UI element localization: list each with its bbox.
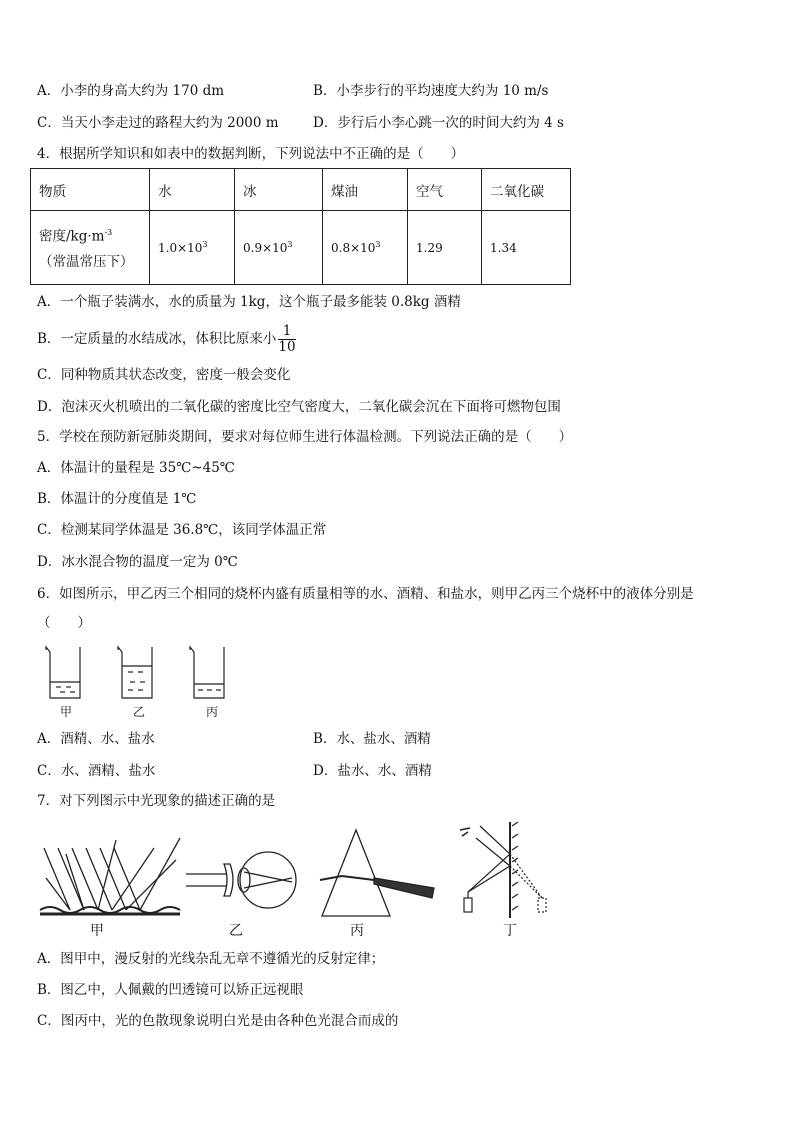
- q3-option-b: B．小李步行的平均速度大约为 10 m/s: [313, 83, 549, 99]
- q7-option-c: C．图丙中，光的色散现象说明白光是由各种色光混合而成的: [37, 1013, 399, 1029]
- fraction-denominator: 10: [278, 339, 296, 355]
- eye-lens-diagram: [186, 852, 296, 908]
- table-header-cell: 煤油: [323, 169, 408, 211]
- q5-option-b: B．体温计的分度值是 1℃: [37, 491, 197, 507]
- q7-option-b: B．图乙中，人佩戴的凹透镜可以矫正远视眼: [37, 982, 304, 998]
- light-label-yi: 乙: [229, 923, 243, 939]
- prism-diagram: [320, 830, 434, 916]
- q5-option-a: A．体温计的量程是 35℃~45℃: [37, 460, 235, 476]
- q6-stem: 6．如图所示，甲乙丙三个相同的烧杯内盛有质量相等的水、酒精、和盐水，则甲乙丙三个烧杯中的液体分别是: [37, 586, 694, 602]
- table-header-cell: 水: [150, 169, 235, 211]
- q4-option-c: C．同种物质其状态改变，密度一般会变化: [37, 367, 291, 383]
- beakers-figure: [40, 644, 240, 702]
- condition-label: （常温常压下）: [39, 254, 134, 271]
- q3-option-a: A．小李的身高大约为 170 dm: [37, 83, 225, 99]
- table-cell: 1.29: [408, 211, 482, 285]
- q3-option-c: C．当天小李走过的路程大约为 2000 m: [37, 115, 279, 131]
- q4-option-d: D．泡沫灭火机喷出的二氧化碳的密度比空气密度大，二氧化碳会沉在下面将可燃物包围: [37, 399, 561, 415]
- q6-option-c: C．水、酒精、盐水: [37, 763, 156, 779]
- diffuse-reflection-diagram: [40, 838, 180, 914]
- q5-option-d: D．冰水混合物的温度一定为 0℃: [37, 554, 238, 570]
- q6-option-d: D．盐水、水、酒精: [313, 763, 432, 779]
- light-label-ding: 丁: [503, 923, 517, 939]
- q5-stem: 5．学校在预防新冠肺炎期间，要求对每位师生进行体温检测。下列说法正确的是（ ）: [37, 429, 573, 445]
- beaker-jia: [46, 647, 80, 698]
- beaker-label-jia: 甲: [60, 705, 73, 719]
- table-cell: $1.0\times 10^3$: [150, 211, 235, 285]
- light-label-bing: 丙: [350, 923, 364, 939]
- beaker-bing: [190, 647, 224, 698]
- q7-stem: 7．对下列图示中光现象的描述正确的是: [37, 793, 276, 809]
- beaker-label-bing: 丙: [206, 705, 219, 719]
- q6-stem-continued: （ ）: [37, 615, 91, 631]
- q7-option-a: A．图甲中，漫反射的光线杂乱无章不遵循光的反射定律；: [37, 951, 385, 967]
- q4-option-b: [37, 322, 296, 356]
- q4-option-a: A．一个瓶子装满水，水的质量为 1kg，这个瓶子最多能装 0.8kg 酒精: [37, 294, 461, 310]
- q6-option-a: A．酒精、水、盐水: [37, 731, 155, 747]
- table-cell: $0.9\times 10^3$: [235, 211, 323, 285]
- table-header-cell: 冰: [235, 169, 323, 211]
- q6-option-b: B．水、盐水、酒精: [313, 731, 431, 747]
- q5-option-c: C．检测某同学体温是 36.8℃，该同学体温正常: [37, 522, 327, 538]
- light-phenomena-figure: [36, 818, 556, 940]
- fraction: [278, 324, 295, 355]
- density-unit-label: 密度/kg·m: [39, 228, 105, 245]
- light-label-jia: 甲: [90, 923, 104, 939]
- q3-option-d: D．步行后小李心跳一次的时间大约为 4 s: [313, 115, 564, 131]
- table-cell: 1.34: [482, 211, 571, 285]
- density-table: [30, 168, 571, 285]
- q4-stem: 4．根据所学知识和如表中的数据判断，下列说法中不正确的是（ ）: [37, 146, 465, 162]
- q4-option-b-text: B．一定质量的水结成冰，体积比原来小: [37, 331, 277, 347]
- table-header-cell: 二氧化碳: [482, 169, 571, 211]
- table-header-row: [31, 169, 571, 211]
- table-row: [31, 211, 571, 285]
- table-cell: $0.8\times 10^3$: [323, 211, 408, 285]
- fraction-numerator: 1: [278, 324, 295, 340]
- beaker-yi: [118, 647, 152, 698]
- density-row-label: [31, 211, 150, 285]
- plane-mirror-diagram: [460, 822, 546, 918]
- unit-exponent: -3: [104, 227, 113, 237]
- table-header-cell: 物质: [31, 169, 150, 211]
- table-header-cell: 空气: [408, 169, 482, 211]
- beaker-label-yi: 乙: [133, 705, 146, 719]
